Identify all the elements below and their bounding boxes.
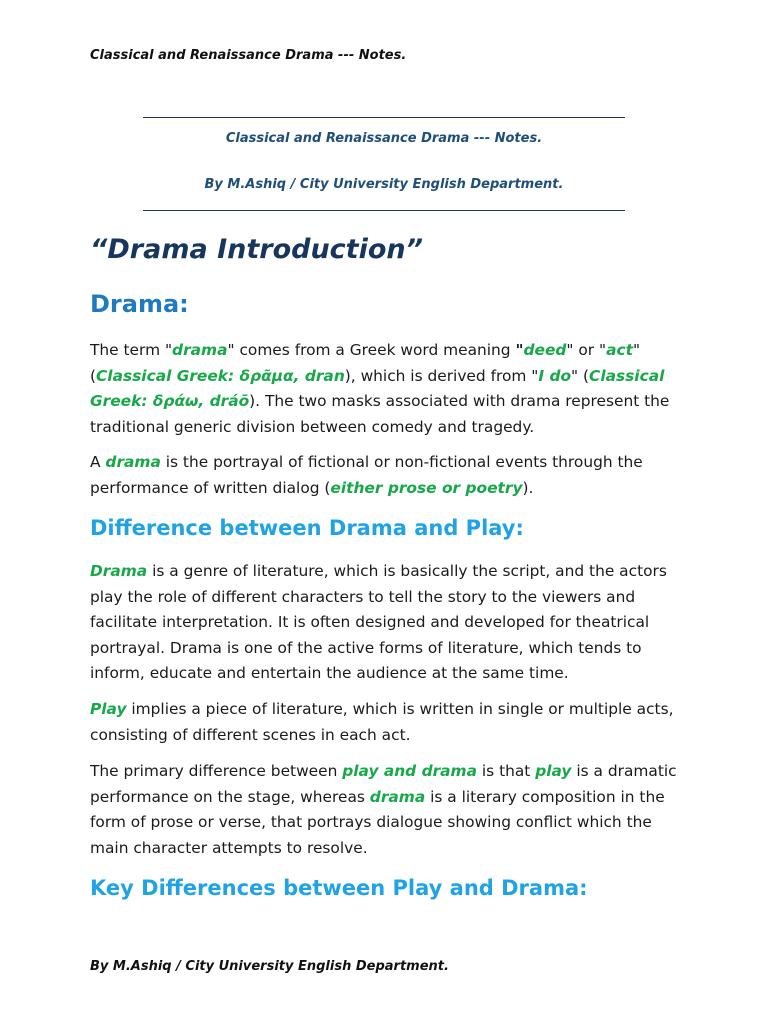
paragraph-drama-genre: Drama is a genre of literature, which is basically the script, and the actors play the role of different characters to tell the story to the viewers and facilitate interpretation. It is often designed and developed for theatrical portrayal. Drama is one of the active forms of literature, which tends to inform, educate and entertain the audience at the same time. <box>90 562 667 683</box>
page-title: “Drama Introduction” <box>90 234 424 265</box>
highlight-term: act <box>606 341 633 359</box>
section-heading-drama: Drama: <box>90 290 189 318</box>
section-heading-difference: Difference between Drama and Play: <box>90 516 524 540</box>
paragraph-play-definition: Play implies a piece of literature, which is written in single or multiple acts, consisting of different scenes in each act. <box>90 700 674 744</box>
highlight-term: Classical Greek: δράω, dráō <box>90 366 665 411</box>
title-block-bottom-rule <box>143 210 625 211</box>
title-block-author: By M.Ashiq / City University English Department. <box>204 177 564 192</box>
paragraph-drama-definition: A drama is the portrayal of fictional or non-fictional events through the performance of written dialog (either prose or poetry). <box>90 453 643 497</box>
running-header: Classical and Renaissance Drama --- Notes. <box>90 48 407 63</box>
title-block-course: Classical and Renaissance Drama --- Notes. <box>225 131 543 146</box>
highlight-term: drama <box>172 341 228 359</box>
highlight-term: drama <box>369 787 426 806</box>
highlight-term: deed <box>523 341 567 359</box>
section-heading-key-differences: Key Differences between Play and Drama: <box>90 876 588 900</box>
highlight-term: Classical Greek: δρᾶμα, dran <box>96 366 345 385</box>
highlight-term: Play <box>90 700 127 718</box>
highlight-term: play <box>535 762 572 780</box>
highlight-term: play and drama <box>342 762 477 780</box>
paragraph-drama-etymology: The term "drama" comes from a Greek word meaning "deed" or "act" (Classical Greek: δρᾶμα, dran), which is derived from "I do" (Classical Greek: δράω, dráō). The two masks associated with drama represent the traditional generic division between comedy and tragedy. <box>90 341 670 436</box>
highlight-term: either prose or poetry <box>330 478 523 497</box>
highlight-term: I do <box>538 366 572 385</box>
paragraph-primary-difference: The primary difference between play and drama is that play is a dramatic performance on the stage, whereas drama is a literary composition in the form of prose or verse, that portrays dialogue showing conflict which the main character attempts to resolve. <box>90 762 677 857</box>
highlight-term: drama <box>105 453 161 471</box>
running-footer: By M.Ashiq / City University English Department. <box>90 959 449 974</box>
title-block-top-rule <box>143 117 625 118</box>
highlight-term: Drama <box>90 562 148 580</box>
